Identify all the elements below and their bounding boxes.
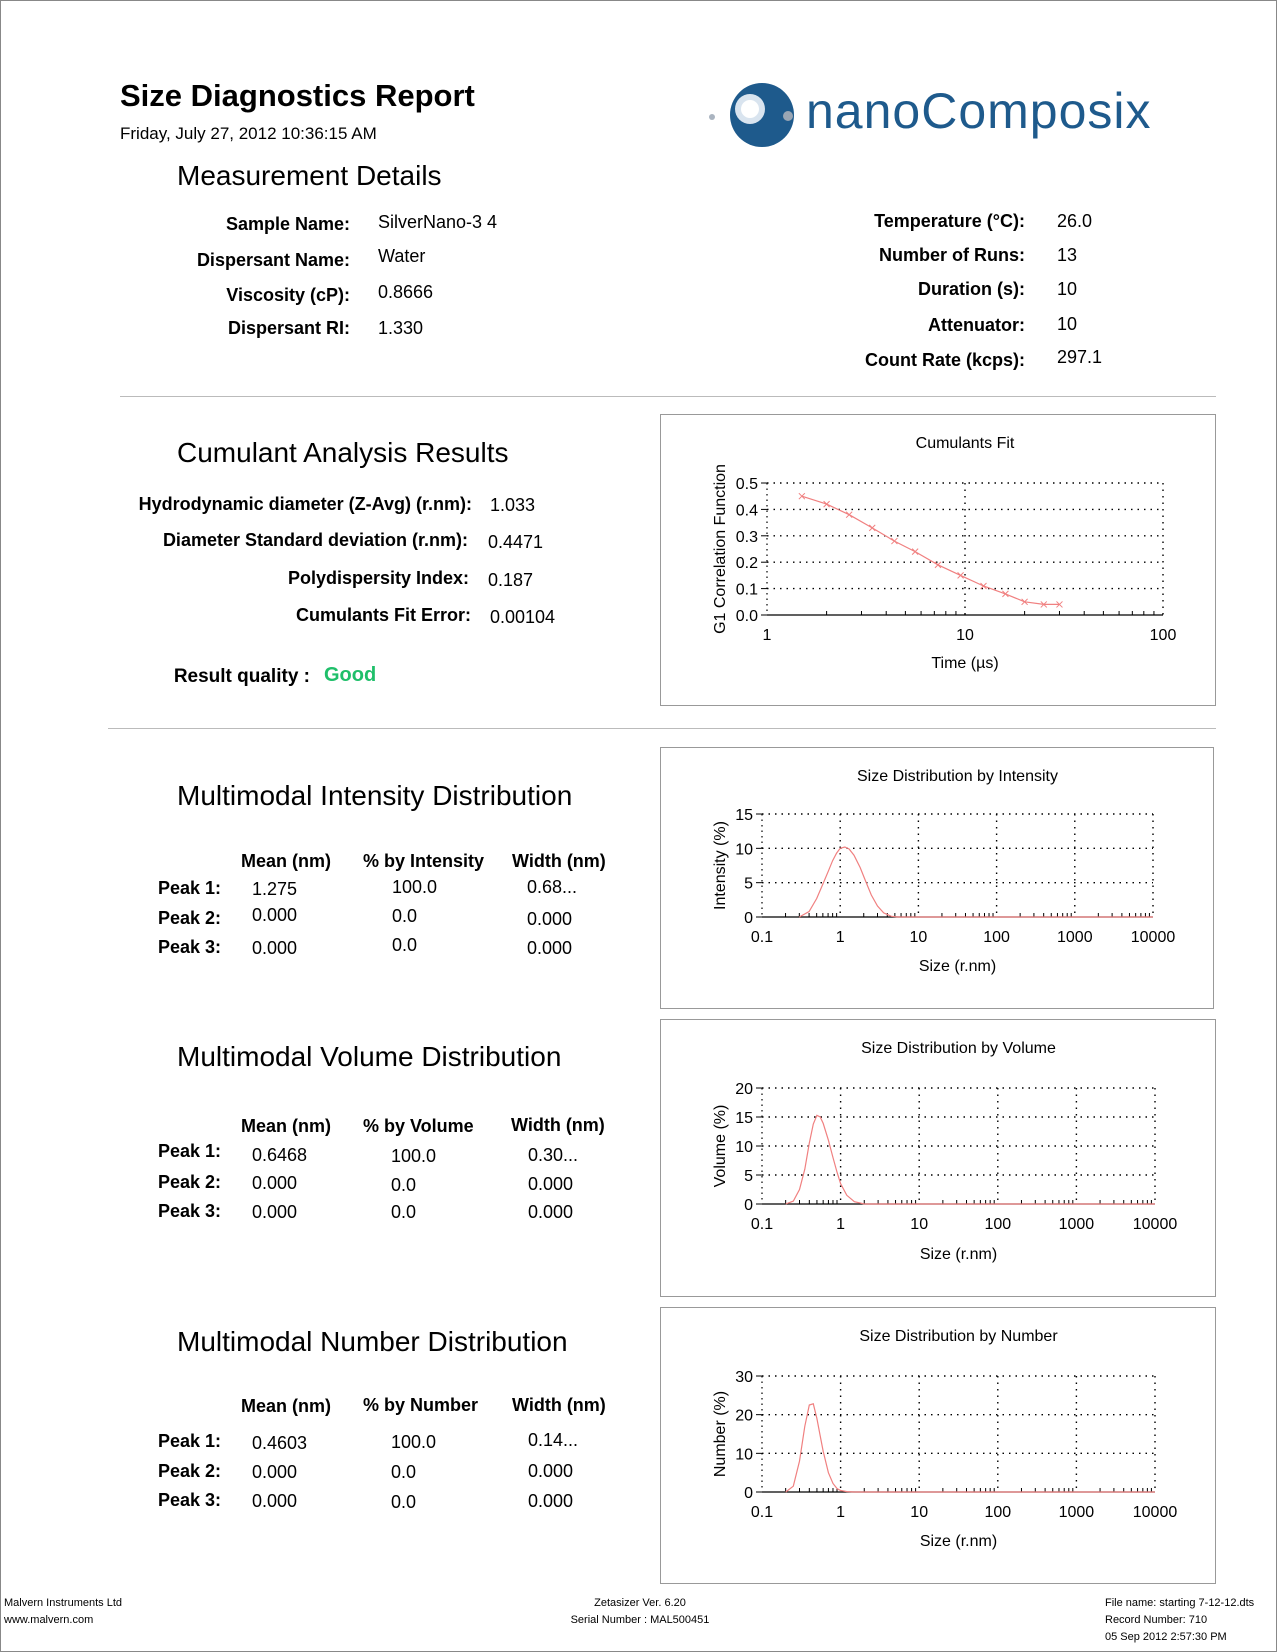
cumulants-data-point (935, 562, 941, 568)
std-dev-label: Diameter Standard deviation (r.nm): (162, 530, 468, 550)
volume-x-tick-label: 10 (910, 1216, 929, 1233)
volume-peak1-width: 0.30... (528, 1145, 579, 1165)
cumulants-data-point (1002, 591, 1008, 597)
cumulants-x-tick-label: 100 (1149, 627, 1177, 644)
report-title: Size Diagnostics Report (120, 78, 475, 113)
cumulants-data-point (980, 583, 986, 589)
intensity-x-tick-label: 100 (983, 929, 1010, 946)
volume-y-tick-label: 20 (735, 1081, 753, 1098)
intensity-x-tick-label: 10 (909, 929, 928, 946)
volume-col-mean: Mean (nm) (241, 1116, 331, 1136)
number-peak2-width: 0.000 (528, 1461, 574, 1481)
cumulants-data-point (824, 501, 830, 507)
intensity-peak1-label: Peak 1: (157, 878, 221, 898)
volume-peak2-label: Peak 2: (157, 1172, 221, 1192)
cumulants-x-tick-label: 1 (762, 627, 772, 644)
intensity-col-width: Width (nm) (512, 851, 606, 871)
volume-peak1-pct: 100.0 (391, 1146, 437, 1166)
cumulants-y-tick-label: 0.5 (735, 476, 758, 493)
intensity-peak1-pct: 100.0 (392, 877, 438, 897)
intensity-peak2-pct: 0.0 (392, 906, 418, 926)
dispersant-name-label: Dispersant Name: (196, 250, 350, 270)
number-peak2-pct: 0.0 (391, 1462, 417, 1482)
number-y-tick-label: 20 (735, 1407, 753, 1425)
footer-file-name: File name: starting 7-12-12.dts (1105, 1597, 1255, 1609)
number-y-tick-label: 0 (744, 1485, 753, 1502)
number-y-tick-label: 30 (735, 1369, 753, 1386)
volume-col-width: Width (nm) (511, 1115, 605, 1135)
number-peak3-mean: 0.000 (252, 1491, 298, 1511)
number-col-mean: Mean (nm) (241, 1396, 331, 1416)
cumulants-y-axis-label: G1 Correlation Function (712, 464, 729, 634)
viscosity-label: Viscosity (cP): (226, 285, 350, 305)
intensity-peak3-label: Peak 3: (157, 937, 221, 957)
cumulants-fit-panel (660, 414, 1216, 706)
volume-peak2-mean: 0.000 (252, 1173, 298, 1193)
temperature-label: Temperature (°C): (874, 211, 1025, 231)
cumulants-fit-chart (661, 415, 1215, 705)
zavg-value: 1.033 (490, 495, 536, 515)
number-distribution-panel (660, 1307, 1216, 1584)
cumulants-data-point (912, 549, 918, 555)
intensity-y-tick-label: 15 (735, 807, 753, 824)
number-peak1-width: 0.14... (528, 1430, 579, 1450)
company-logo (706, 76, 1176, 162)
attenuator-label: Attenuator: (928, 315, 1025, 335)
intensity-y-tick-label: 0 (744, 910, 753, 927)
number-peak2-label: Peak 2: (157, 1461, 221, 1481)
volume-y-tick-label: 10 (735, 1139, 753, 1156)
number-x-tick-label: 100 (984, 1504, 1012, 1521)
intensity-y-axis-label: Intensity (%) (712, 821, 729, 910)
number-peak1-label: Peak 1: (157, 1431, 221, 1451)
fit-error-value: 0.00104 (490, 607, 556, 627)
number-peak3-pct: 0.0 (391, 1492, 417, 1512)
volume-x-tick-label: 0.1 (750, 1216, 774, 1233)
pdi-value: 0.187 (488, 570, 534, 590)
volume-x-tick-label: 10000 (1132, 1216, 1178, 1233)
intensity-peak2-mean: 0.000 (252, 905, 298, 925)
runs-label: Number of Runs: (879, 245, 1025, 265)
intensity-peak2-width: 0.000 (527, 909, 573, 929)
volume-peak3-width: 0.000 (528, 1202, 574, 1222)
number-x-axis-label: Size (r.nm) (919, 1533, 998, 1550)
number-peak3-label: Peak 3: (157, 1490, 221, 1510)
intensity-data-line (799, 847, 1153, 917)
volume-peak1-mean: 0.6468 (252, 1145, 308, 1165)
volume-peak3-pct: 0.0 (391, 1202, 417, 1222)
footer-company: Malvern Instruments Ltd (4, 1597, 122, 1609)
volume-col-pct: % by Volume (363, 1116, 474, 1136)
intensity-distribution-chart (661, 748, 1213, 1008)
volume-x-tick-label: 1 (836, 1216, 846, 1233)
number-peak2-mean: 0.000 (252, 1462, 298, 1482)
cumulants-data-point (846, 512, 852, 518)
volume-peak1-label: Peak 1: (157, 1141, 221, 1161)
cumulants-y-tick-label: 0.1 (735, 581, 758, 599)
intensity-x-tick-label: 1000 (1057, 929, 1093, 946)
number-col-pct: % by Number (363, 1395, 479, 1415)
intensity-peak3-mean: 0.000 (252, 938, 298, 958)
cumulants-y-tick-label: 0.0 (735, 608, 758, 625)
number-y-axis-label: Number (%) (712, 1390, 729, 1478)
number-peak1-mean: 0.4603 (252, 1433, 308, 1453)
cumulants-data-point (869, 525, 875, 531)
number-distribution-chart (661, 1308, 1215, 1583)
volume-distribution-panel (660, 1019, 1216, 1297)
count-rate-value: 297.1 (1057, 347, 1103, 367)
volume-distribution-chart (661, 1020, 1215, 1296)
volume-y-axis-label: Volume (%) (712, 1104, 729, 1188)
volume-x-tick-label: 1000 (1058, 1216, 1095, 1233)
intensity-peak3-width: 0.000 (527, 938, 573, 958)
intensity-peak3-pct: 0.0 (392, 935, 418, 955)
sample-name-label: Sample Name: (225, 214, 350, 234)
volume-y-tick-label: 0 (744, 1197, 753, 1214)
number-col-width: Width (nm) (512, 1395, 606, 1415)
intensity-x-tick-label: 1 (835, 929, 845, 946)
number-peak3-width: 0.000 (528, 1491, 574, 1511)
dispersant-ri-value: 1.330 (378, 318, 424, 338)
divider-2 (108, 728, 1216, 729)
volume-peak3-label: Peak 3: (157, 1201, 221, 1221)
cumulants-data-point (799, 493, 805, 499)
viscosity-value: 0.8666 (378, 282, 434, 302)
volume-x-tick-label: 100 (984, 1216, 1012, 1233)
cumulants-y-tick-label: 0.4 (735, 502, 758, 520)
intensity-col-mean: Mean (nm) (241, 851, 331, 871)
cumulants-y-tick-label: 0.2 (735, 555, 758, 573)
cumulants-data-point (891, 538, 897, 544)
volume-x-axis-label: Size (r.nm) (919, 1246, 998, 1263)
intensity-title: Multimodal Intensity Distribution (177, 780, 573, 811)
footer-left (4, 1595, 122, 1629)
footer-center (560, 1595, 720, 1629)
volume-peak2-width: 0.000 (528, 1174, 574, 1194)
zavg-label: Hydrodynamic diameter (Z-Avg) (r.nm): (138, 494, 472, 514)
intensity-x-tick-label: 10000 (1130, 929, 1176, 946)
footer-record-number: Record Number: 710 (1105, 1614, 1208, 1626)
footer-timestamp: 05 Sep 2012 2:57:30 PM (1105, 1631, 1227, 1643)
cumulants-chart-title: Cumulants Fit (915, 435, 1015, 452)
volume-chart-title: Size Distribution by Volume (861, 1040, 1056, 1057)
attenuator-value: 10 (1057, 314, 1078, 334)
sample-name-value: SilverNano-3 4 (378, 212, 498, 232)
dispersant-ri-label: Dispersant RI: (227, 318, 350, 338)
cumulants-x-axis-label: Time (µs) (931, 655, 999, 672)
runs-value: 13 (1057, 245, 1078, 265)
result-quality-value: Good (324, 664, 377, 686)
intensity-x-tick-label: 0.1 (750, 929, 774, 946)
logo-wordmark: nanoComposix (806, 83, 1152, 139)
cumulants-y-tick-label: 0.3 (735, 528, 758, 546)
std-dev-value: 0.4471 (488, 532, 544, 552)
number-x-tick-label: 1 (836, 1504, 846, 1521)
duration-value: 10 (1057, 279, 1078, 299)
cumulants-x-tick-label: 10 (956, 627, 974, 644)
intensity-col-pct: % by Intensity (363, 851, 485, 871)
volume-y-tick-label: 15 (735, 1110, 753, 1127)
volume-peak2-pct: 0.0 (391, 1175, 417, 1195)
number-x-tick-label: 0.1 (750, 1504, 774, 1521)
pdi-label: Polydispersity Index: (287, 568, 469, 588)
intensity-peak1-mean: 1.275 (252, 879, 298, 899)
divider-1 (120, 396, 1216, 397)
number-y-tick-label: 10 (735, 1446, 753, 1464)
intensity-chart-title: Size Distribution by Intensity (857, 768, 1058, 785)
dispersant-name-value: Water (378, 246, 426, 266)
intensity-y-tick-label: 5 (744, 875, 753, 893)
duration-label: Duration (s): (918, 279, 1025, 299)
result-quality-label: Result quality : (173, 666, 310, 687)
intensity-y-tick-label: 10 (735, 841, 753, 859)
number-peak1-pct: 100.0 (391, 1432, 437, 1452)
number-chart-title: Size Distribution by Number (859, 1328, 1058, 1345)
volume-peak3-mean: 0.000 (252, 1202, 298, 1222)
cumulant-title: Cumulant Analysis Results (177, 437, 509, 468)
volume-y-tick-label: 5 (744, 1168, 753, 1185)
footer-right (1105, 1595, 1254, 1646)
fit-error-label: Cumulants Fit Error: (295, 605, 471, 625)
number-x-tick-label: 1000 (1058, 1504, 1095, 1521)
temperature-value: 26.0 (1057, 211, 1093, 231)
number-x-tick-label: 10000 (1132, 1504, 1178, 1521)
measurement-title: Measurement Details (177, 160, 442, 191)
report-date: Friday, July 27, 2012 10:36:15 AM (120, 124, 377, 143)
count-rate-label: Count Rate (kcps): (864, 350, 1025, 370)
intensity-peak2-label: Peak 2: (157, 908, 221, 928)
intensity-x-axis-label: Size (r.nm) (918, 958, 997, 975)
footer-website: www.malvern.com (4, 1614, 94, 1626)
footer-serial-number: Serial Number : MAL500451 (570, 1614, 710, 1626)
number-x-tick-label: 10 (910, 1504, 929, 1521)
intensity-distribution-panel (660, 747, 1214, 1009)
number-title: Multimodal Number Distribution (177, 1326, 568, 1357)
intensity-peak1-width: 0.68... (527, 877, 578, 897)
cumulants-data-point (958, 572, 964, 578)
volume-title: Multimodal Volume Distribution (177, 1041, 562, 1072)
footer-software-version: Zetasizer Ver. 6.20 (594, 1597, 686, 1609)
